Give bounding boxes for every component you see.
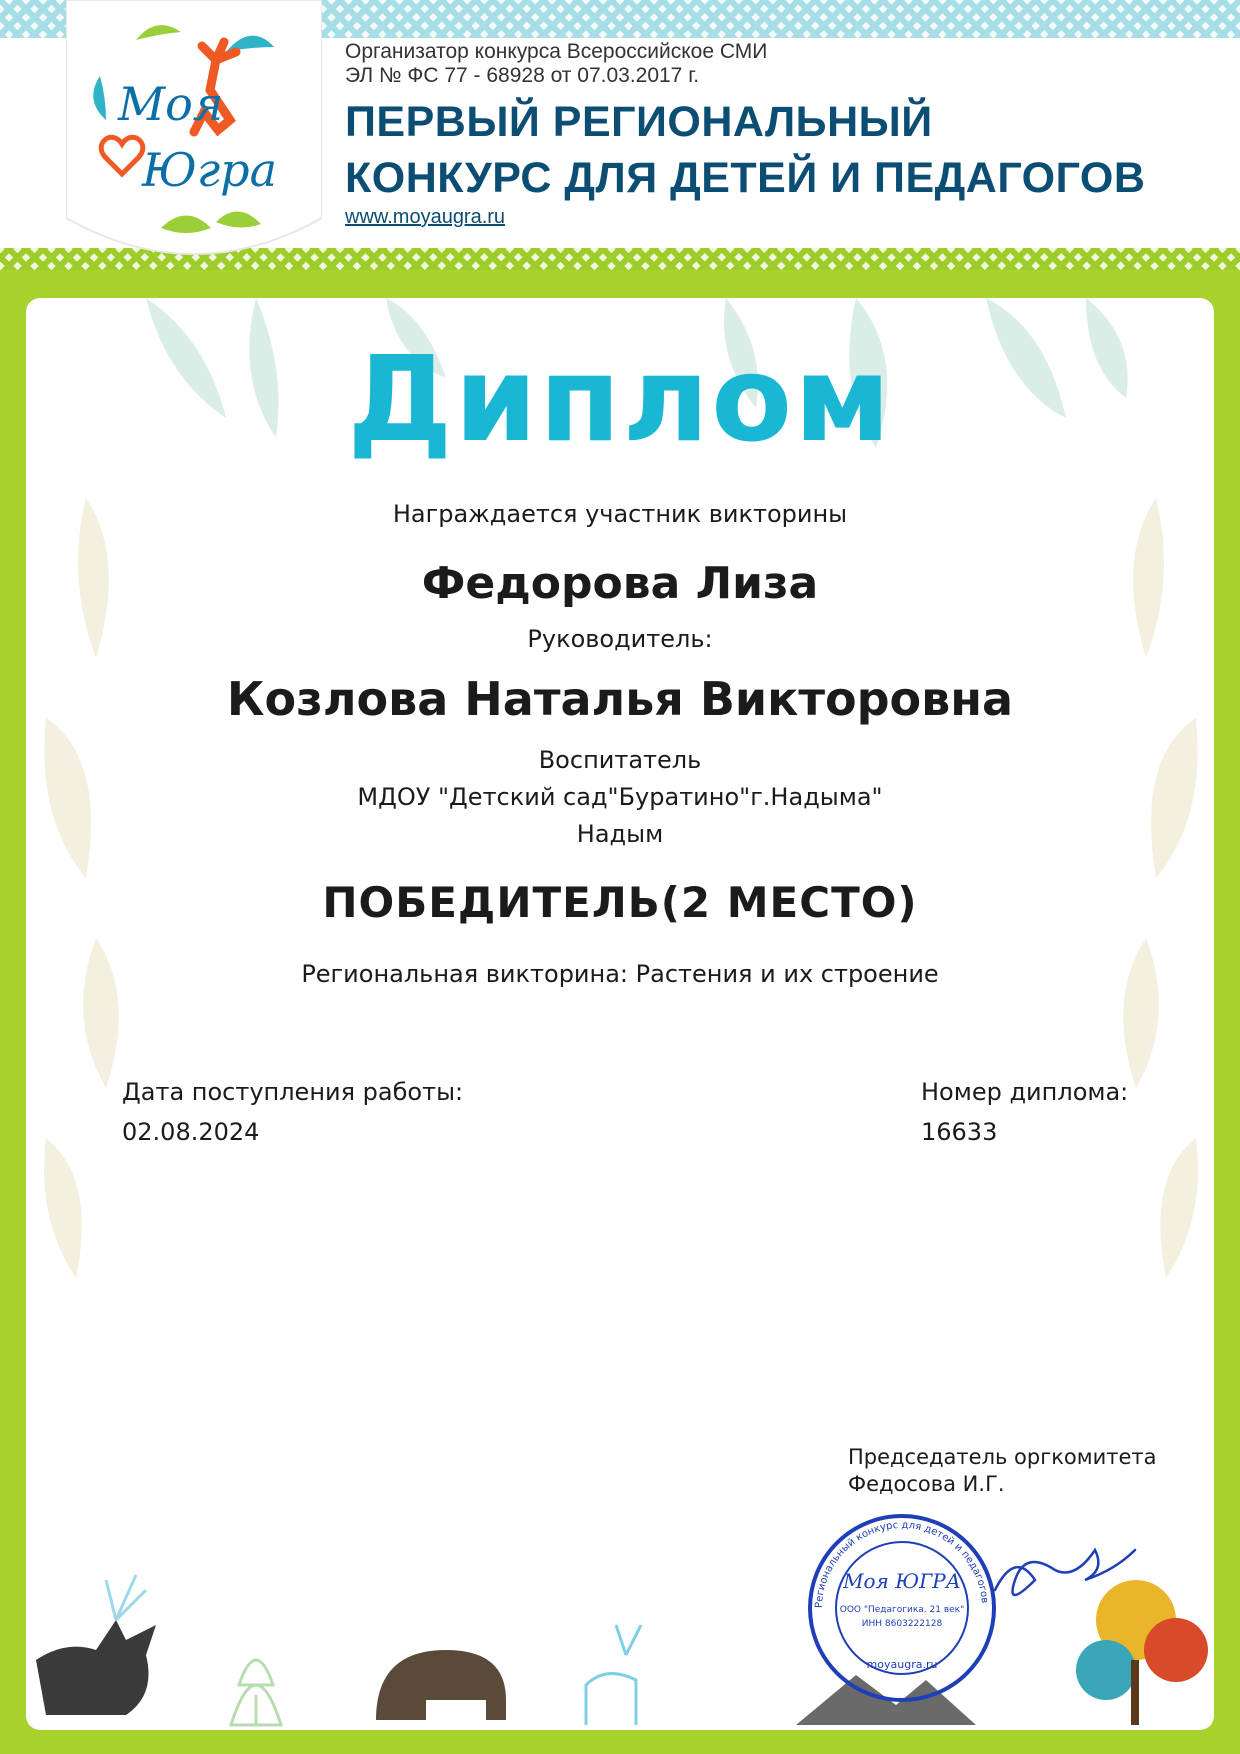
result-text: ПОБЕДИТЕЛЬ(2 МЕСТО) [322, 878, 918, 927]
stamp-inn: ИНН 8603222128 [861, 1619, 943, 1629]
leader-name: Козлова Наталья Викторовна [226, 672, 1014, 726]
leader-details [0, 742, 1240, 853]
chairman-block [848, 1444, 1157, 1498]
handwritten-signature [985, 1530, 1155, 1620]
leader-city: Надым [576, 820, 664, 848]
contest-title [345, 94, 1145, 206]
date-label: Дата поступления работы: [122, 1078, 464, 1106]
deer-outline-icon [586, 1625, 641, 1725]
header-text [345, 40, 1145, 229]
leader-label: Руководитель: [527, 625, 713, 653]
organization-stamp [802, 1508, 1002, 1708]
awarded-text: Награждается участник викторины [392, 500, 848, 528]
date-value: 02.08.2024 [122, 1118, 260, 1146]
organizer-line-1: Организатор конкурса Всероссийское СМИ [345, 40, 768, 63]
leader-organization: МДОУ "Детский сад"Буратино"г.Надыма" [357, 783, 883, 811]
mammoth-icon [376, 1650, 506, 1720]
logo-text-moya: Моя [118, 77, 224, 131]
diploma-title: Диплом [347, 330, 893, 468]
stamp-ring-text: Региональный конкурс для детей и педагогов [813, 1519, 990, 1609]
stamp-company: ООО "Педагогика. 21 век" [839, 1605, 965, 1615]
chairman-title: Председатель оргкомитета [848, 1445, 1157, 1469]
logo-badge [66, 0, 322, 272]
chairman-name: Федосова И.Г. [848, 1472, 1005, 1496]
contest-title-line-1: ПЕРВЫЙ РЕГИОНАЛЬНЫЙ [345, 98, 933, 146]
diploma-number-block [921, 1072, 1128, 1152]
contest-title-line-2: КОНКУРС ДЛЯ ДЕТЕЙ И ПЕДАГОГОВ [345, 154, 1146, 202]
diploma-number-label: Номер диплома: [921, 1078, 1129, 1106]
stamp-site: moyaugra.ru [866, 1658, 938, 1671]
date-block [122, 1072, 463, 1152]
website-link[interactable]: www.moyaugra.ru [345, 206, 506, 228]
leader-position: Воспитатель [538, 746, 702, 774]
reindeer-icon [36, 1575, 156, 1715]
stamp-center-text: Моя ЮГРА [843, 1569, 961, 1593]
organizer-line-2: ЭЛ № ФС 77 - 68928 от 07.03.2017 г. [345, 64, 700, 87]
logo-text-yugra: Югра [142, 143, 278, 197]
tree-icon [231, 1660, 281, 1725]
quiz-name: Региональная викторина: Растения и их строение [301, 960, 939, 988]
svg-text:Региональный конкурс для детей [814, 1520, 990, 1608]
student-name: Федорова Лиза [421, 558, 819, 609]
diploma-number-value: 16633 [921, 1118, 998, 1146]
